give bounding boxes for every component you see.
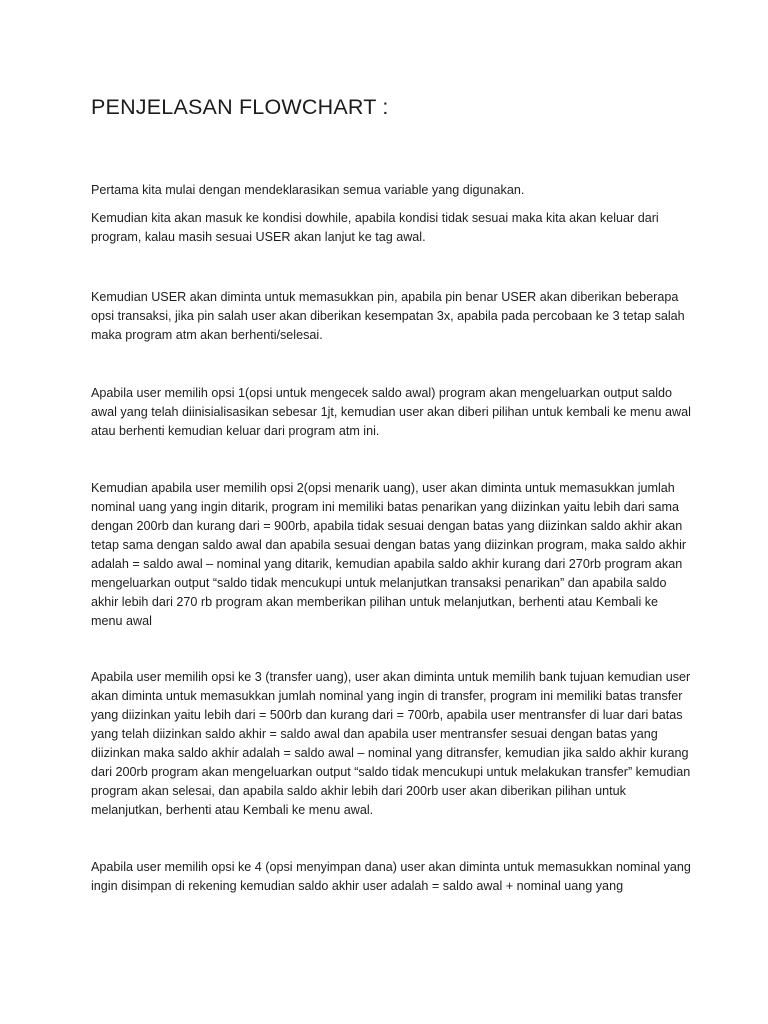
paragraph-declare-variables: Pertama kita mulai dengan mendeklarasikan semua variable yang digunakan. — [91, 183, 525, 197]
paragraph-option-4-deposit: Apabila user memilih opsi ke 4 (opsi menyimpan dana) user akan diminta untuk memasukkan nominal yang ingin disimpan di rekening kemudian saldo akhir user adalah = saldo awal + nominal uang yang — [91, 860, 691, 893]
paragraph-option-3-transfer: Apabila user memilih opsi ke 3 (transfer uang), user akan diminta untuk memilih bank tujuan kemudian user akan diminta untuk memasukkan jumlah nominal yang ingin di transfer, program ini memiliki batas transfer yang diizinkan yaitu lebih dari = 500rb dan kurang dari = 700rb, apabila user mentransfer di luar dari batas yang telah diizinkan saldo akhir = saldo awal dan apabila user mentransfer sesuai dengan batas yang diizinkan maka saldo akhir adalah = saldo awal – nominal yang ditransfer, kemudian jika saldo akhir kurang dari 200rb program akan mengeluarkan output “saldo tidak mencukupi untuk melakukan transfer” kemudian program akan selesai, dan apabila saldo akhir lebih dari 200rb user akan diberikan pilihan untuk melanjutkan, berhenti atau Kembali ke menu awal. — [91, 670, 691, 817]
paragraph-option-2-withdraw: Kemudian apabila user memilih opsi 2(opsi menarik uang), user akan diminta untuk memasukkan jumlah nominal uang yang ingin ditarik, program ini memiliki batas penarikan yang diizinkan yaitu lebih dari sama dengan 200rb dan kurang dari = 900rb, apabila tidak sesuai dengan batas yang diizinkan saldo akhir akan tetap sama dengan saldo awal dan apabila sesuai dengan batas yang diizinkan program, maka saldo akhir adalah = saldo awal – nominal yang ditarik, kemudian apabila saldo akhir kurang dari 270rb program akan mengeluarkan output “saldo tidak mencukupi untuk melanjutkan transaksi penarikan” dan apabila saldo akhir lebih dari 270 rb program akan memberikan pilihan untuk melanjutkan, berhenti atau Kembali ke menu awal — [91, 481, 687, 628]
paragraph-pin-input: Kemudian USER akan diminta untuk memasukkan pin, apabila pin benar USER akan diberikan beberapa opsi transaksi, jika pin salah user akan diberikan kesempatan 3x, apabila pada percobaan ke 3 tetap salah maka program atm akan berhenti/selesai. — [91, 290, 685, 342]
paragraph-option-1-check-balance: Apabila user memilih opsi 1(opsi untuk mengecek saldo awal) program akan mengeluarkan output saldo awal yang telah diinisialisasikan sebesar 1jt, kemudian user akan diberi pilihan untuk kembali ke menu awal atau berhenti kemudian keluar dari program atm ini. — [91, 386, 691, 438]
document-title: PENJELASAN FLOWCHART : — [91, 95, 389, 119]
paragraph-dowhile-condition: Kemudian kita akan masuk ke kondisi dowhile, apabila kondisi tidak sesuai maka kita akan keluar dari program, kalau masih sesuai USER akan lanjut ke tag awal. — [91, 211, 659, 244]
